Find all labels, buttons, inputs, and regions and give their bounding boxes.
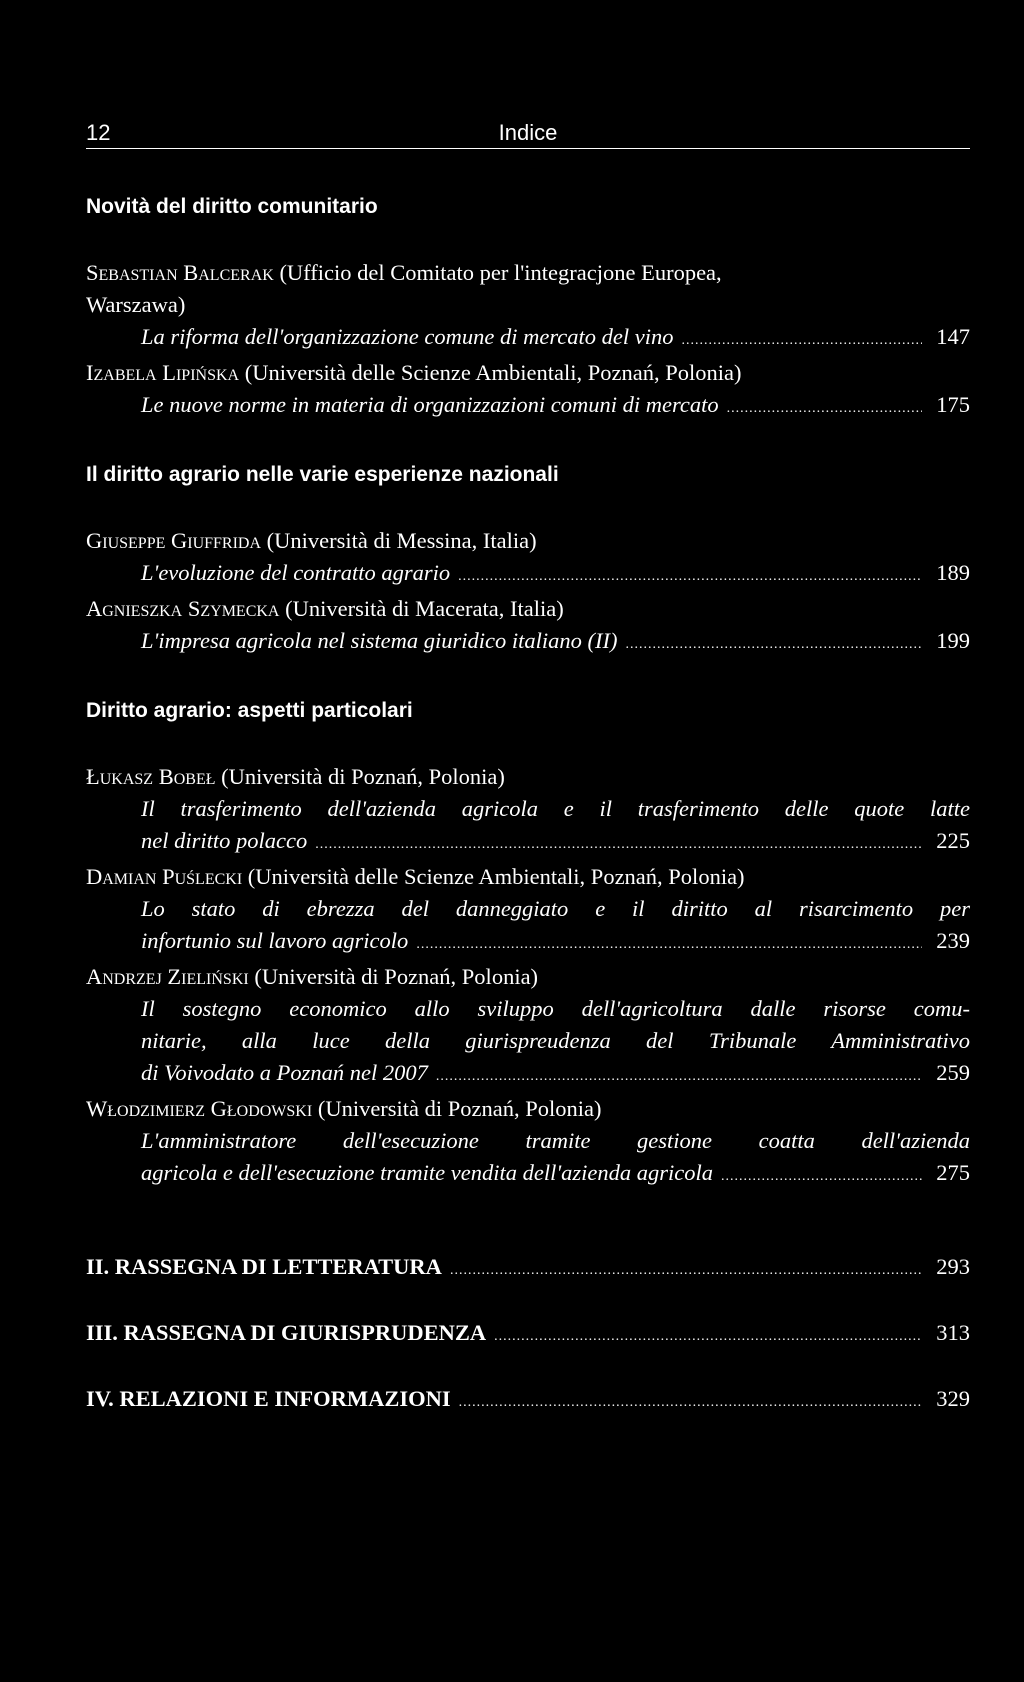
toc-sections: [86, 195, 970, 1193]
page-ref: 147: [936, 324, 970, 349]
page-ref: 275: [936, 1160, 970, 1185]
page-ref: 313: [936, 1320, 970, 1345]
page-ref: 239: [936, 928, 970, 953]
title-last-line: [141, 625, 970, 661]
author-affiliation: (Università di Macerata, Italia): [285, 596, 564, 621]
section-entries: [86, 525, 970, 661]
title-last-line: [141, 1157, 970, 1193]
page-number: 12: [86, 120, 111, 145]
title-line: Il sostegno economico allo sviluppo dell'agricoltura dalle risorse comu-: [141, 996, 970, 1021]
author-affiliation: (Università di Poznań, Polonia): [221, 764, 505, 789]
toc-part-row[interactable]: [86, 1317, 970, 1353]
page-ref: 189: [936, 560, 970, 585]
toc-page: [86, 112, 970, 1449]
entry-author-line: [86, 761, 970, 793]
part-label: III. RASSEGNA DI GIURISPRUDENZA: [86, 1320, 487, 1345]
title-text: L'impresa agricola nel sistema giuridico italiano (II): [141, 628, 618, 653]
title-line: nitarie, alla luce della giurispreudenza del Tribunale Amministrativo: [141, 1028, 970, 1053]
title-text: Le nuove norme in materia di organizzazioni comuni di mercato: [141, 392, 719, 417]
page-ref: 329: [936, 1386, 970, 1411]
toc-parts: [86, 1251, 970, 1419]
dot-leader: [625, 625, 922, 661]
dot-leader: [450, 1251, 922, 1287]
dot-leader: [721, 1157, 922, 1193]
entry-title[interactable]: [86, 993, 970, 1093]
title-line: Il trasferimento dell'azienda agricola e il trasferimento delle quote latte: [141, 796, 970, 821]
author-affiliation: Warszawa): [86, 292, 186, 317]
author-name: Giuseppe Giuffrida: [86, 528, 262, 553]
author-affiliation: (Università delle Scienze Ambientali, Poznań, Polonia): [247, 864, 745, 889]
title-last-line: [141, 557, 970, 593]
entry-author-line: [86, 1093, 970, 1125]
author-affiliation: (Università di Poznań, Polonia): [317, 1096, 602, 1121]
title-last-line: [141, 1057, 970, 1093]
author-name: Agnieszka Szymecka: [86, 596, 280, 621]
entry-title[interactable]: [86, 893, 970, 961]
entry-title[interactable]: [86, 625, 970, 661]
toc-part-row[interactable]: [86, 1251, 970, 1287]
author-name: Andrzej Zieliński: [86, 964, 249, 989]
title-last-line: [141, 389, 970, 425]
dot-leader: [416, 925, 922, 961]
title-line: L'amministratore dell'esecuzione tramite gestione coatta dell'azienda: [141, 1128, 970, 1153]
author-name: Łukasz Bobeł: [86, 764, 216, 789]
entry-author-line: [86, 593, 970, 625]
title-last-line: [141, 925, 970, 961]
title-text: di Voivodato a Poznań nel 2007: [141, 1060, 428, 1085]
title-last-line: [141, 825, 970, 861]
page-ref: 259: [936, 1060, 970, 1085]
dot-leader: [459, 1383, 922, 1419]
entry-author-line: [86, 961, 970, 993]
part-label: II. RASSEGNA DI LETTERATURA: [86, 1254, 442, 1279]
author-affiliation: (Ufficio del Comitato per l'integracjone Europea,: [279, 260, 722, 285]
title-text: infortunio sul lavoro agricolo: [141, 928, 409, 953]
dot-leader: [436, 1057, 922, 1093]
page-ref: 293: [936, 1254, 970, 1279]
entry-author-line: [86, 257, 970, 321]
title-text: La riforma dell'organizzazione comune di mercato del vino: [141, 324, 674, 349]
toc-entry: [86, 961, 970, 1093]
part-label: IV. RELAZIONI E INFORMAZIONI: [86, 1386, 451, 1411]
dot-leader: [458, 557, 922, 593]
page-ref: 199: [936, 628, 970, 653]
header-title: Indice: [498, 120, 558, 145]
author-name: Włodzimierz Głodowski: [86, 1096, 313, 1121]
section-heading: Diritto agrario: aspetti particolari: [86, 699, 413, 722]
author-name: Izabela Lipińska: [86, 360, 240, 385]
page-header: [86, 112, 970, 149]
author-name: Damian Puślecki: [86, 864, 243, 889]
page-ref: 175: [936, 392, 970, 417]
entry-title[interactable]: [86, 1125, 970, 1193]
entry-author-line: [86, 525, 970, 557]
entry-title[interactable]: [86, 793, 970, 861]
toc-entry: [86, 761, 970, 861]
author-affiliation: (Università delle Scienze Ambientali, Poznań, Polonia): [244, 360, 742, 385]
title-last-line: [141, 321, 970, 357]
dot-leader: [315, 825, 922, 861]
toc-entry: [86, 525, 970, 593]
entry-title[interactable]: [86, 389, 970, 425]
title-text: L'evoluzione del contratto agrario: [141, 560, 451, 585]
title-text: nel diritto polacco: [141, 828, 308, 853]
author-affiliation: (Università di Messina, Italia): [266, 528, 537, 553]
entry-author-line: [86, 861, 970, 893]
toc-entry: [86, 1093, 970, 1193]
page-ref: 225: [936, 828, 970, 853]
dot-leader: [727, 389, 922, 425]
section-heading: Il diritto agrario nelle varie esperienze nazionali: [86, 463, 559, 486]
author-name: Sebastian Balcerak: [86, 260, 274, 285]
dot-leader: [681, 321, 922, 357]
entry-title[interactable]: [86, 557, 970, 593]
entry-title[interactable]: [86, 321, 970, 357]
section-entries: [86, 257, 970, 425]
toc-entry: [86, 861, 970, 961]
entry-author-line: [86, 357, 970, 389]
toc-entry: [86, 357, 970, 425]
title-text: agricola e dell'esecuzione tramite vendita dell'azienda agricola: [141, 1160, 714, 1185]
toc-entry: [86, 593, 970, 661]
toc-part-row[interactable]: [86, 1383, 970, 1419]
section-heading: Novità del diritto comunitario: [86, 195, 378, 218]
section-entries: [86, 761, 970, 1193]
toc-entry: [86, 257, 970, 357]
title-line: Lo stato di ebrezza del danneggiato e il diritto al risarcimento per: [141, 896, 970, 921]
author-affiliation: (Università di Poznań, Polonia): [254, 964, 539, 989]
dot-leader: [494, 1317, 922, 1353]
